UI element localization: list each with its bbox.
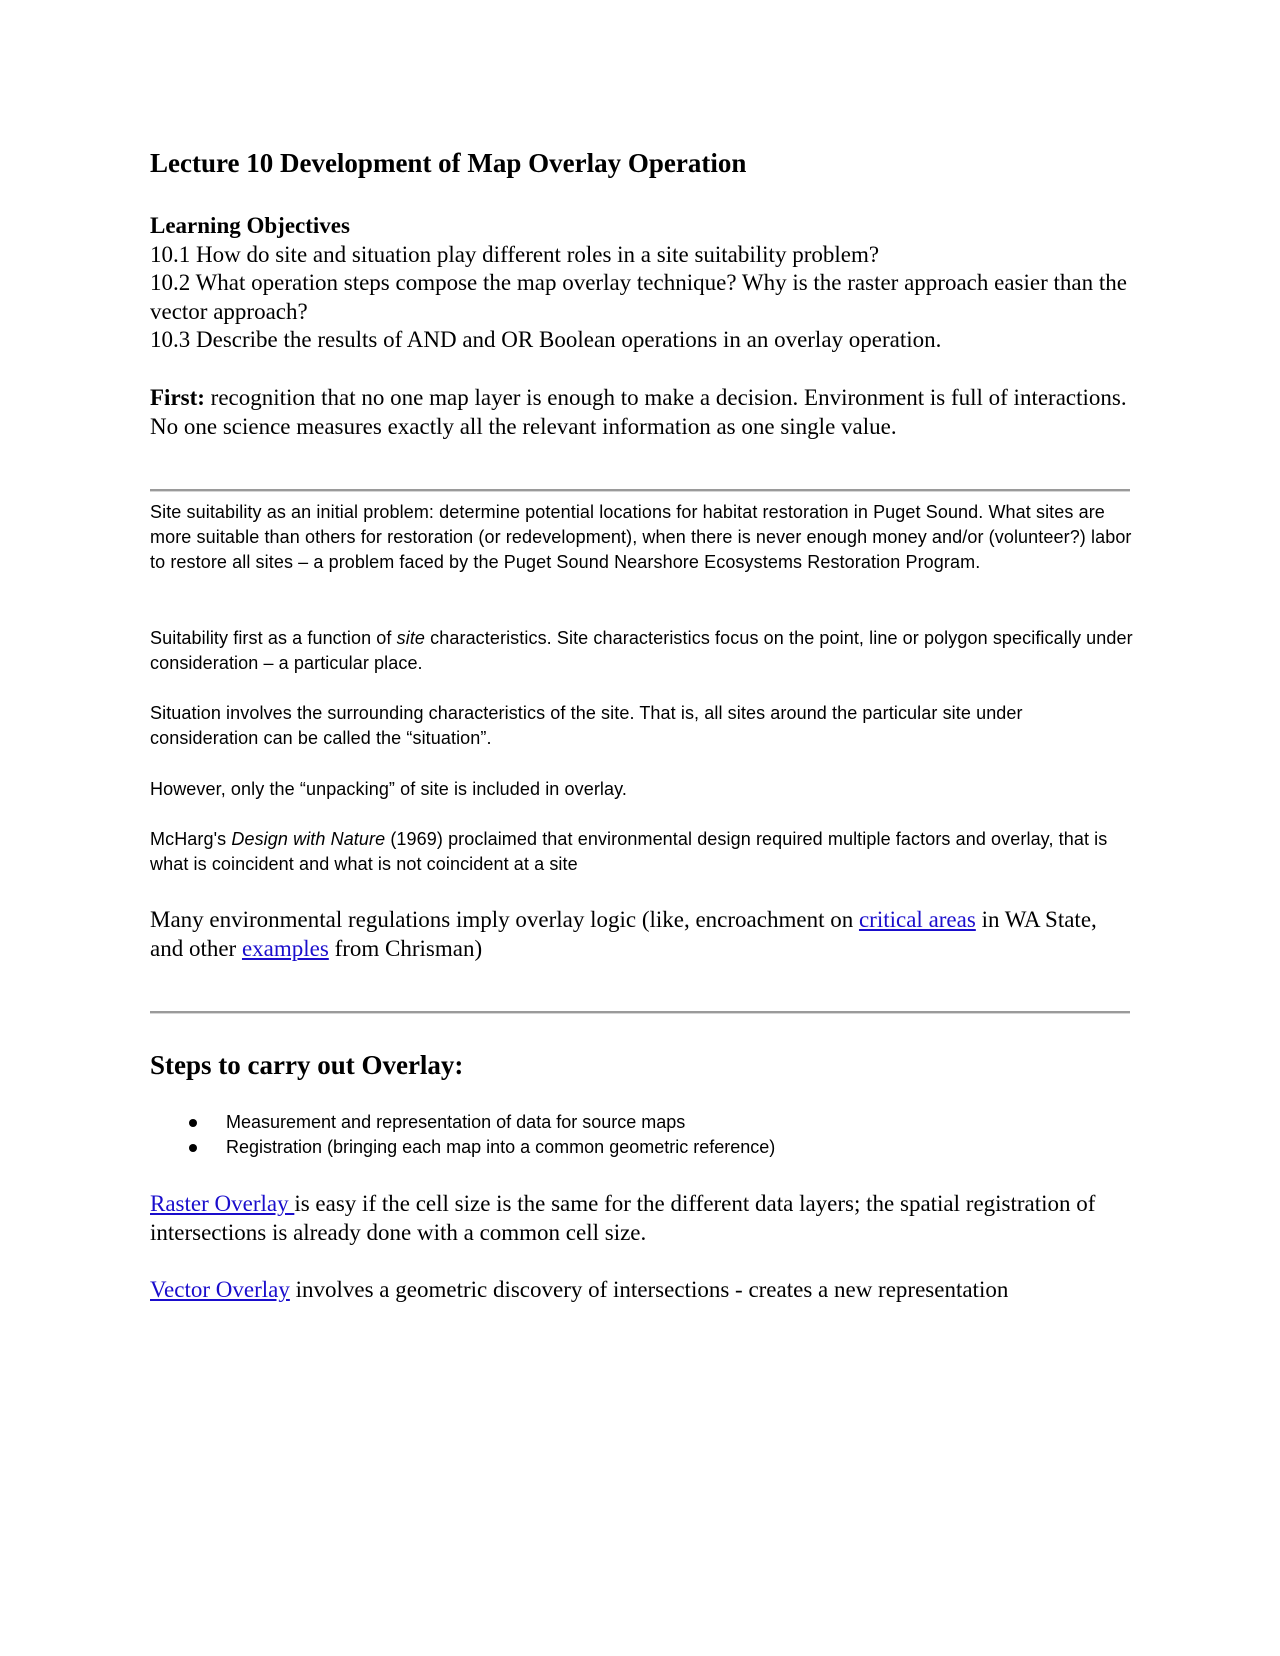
first-label: First: bbox=[150, 385, 205, 410]
objective-item: 10.3 Describe the results of AND and OR Boolean operations in an overlay operation. bbox=[150, 327, 942, 352]
objectives-heading: Learning Objectives bbox=[150, 213, 350, 238]
site-characteristics-paragraph bbox=[150, 626, 1135, 676]
list-item-text: Measurement and representation of data for source maps bbox=[226, 1112, 686, 1132]
raster-text: is easy if the cell size is the same for the different data layers; the spatial registration of intersections is already done with a common cell size. bbox=[150, 1191, 1096, 1245]
objective-item: 10.2 What operation steps compose the map overlay technique? Why is the raster approach easier than the vector approach? bbox=[150, 270, 1127, 324]
first-text: recognition that no one map layer is enough to make a decision. Environment is full of interactions. No one science measures exactly all the relevant information as one single value. bbox=[150, 385, 1127, 439]
list-item bbox=[150, 1110, 1130, 1135]
mcharg-paragraph bbox=[150, 827, 1135, 877]
steps-list bbox=[150, 1110, 1130, 1160]
regs-text-middle: in WA State, and other bbox=[150, 907, 1097, 961]
vector-overlay-paragraph bbox=[150, 1276, 1135, 1305]
regs-text-after: from Chrisman) bbox=[328, 935, 483, 961]
vector-overlay-link[interactable]: Vector Overlay bbox=[150, 1277, 290, 1302]
situation-paragraph: Situation involves the surrounding characteristics of the site. That is, all sites around the particular site under consideration can be called the “situation”. bbox=[150, 703, 1023, 748]
horizontal-divider bbox=[150, 1011, 1130, 1014]
p5-text-before: McHarg's bbox=[150, 829, 232, 849]
bullet-icon bbox=[189, 1144, 197, 1152]
p2-text-after: characteristics. Site characteristics focus on the point, line or polygon specifically under consideration – a particular place. bbox=[150, 628, 1133, 673]
unpacking-paragraph: However, only the “unpacking” of site is included in overlay. bbox=[150, 779, 628, 799]
site-suitability-paragraph: Site suitability as an initial problem: determine potential locations for habitat restoration in Puget Sound. What sites are more suitable than others for restoration (or redevelopment), when there is never enough money and/or (volunteer?) labor to restore all sites – a problem faced by the Puget Sound Nearshore Ecosystems Restoration Program. bbox=[150, 502, 1132, 572]
p2-text-before: Suitability first as a function of bbox=[150, 628, 397, 648]
raster-overlay-link[interactable]: Raster Overlay bbox=[150, 1191, 295, 1216]
page-title: Lecture 10 Development of Map Overlay Operation bbox=[150, 148, 747, 178]
regulations-paragraph bbox=[150, 906, 1135, 963]
p2-emphasis: site bbox=[396, 628, 426, 648]
horizontal-divider bbox=[150, 489, 1130, 492]
examples-link[interactable]: examples bbox=[241, 935, 329, 961]
steps-heading: Steps to carry out Overlay: bbox=[150, 1050, 464, 1080]
list-item-text: Registration (bringing each map into a common geometric reference) bbox=[226, 1137, 776, 1157]
objective-item: 10.1 How do site and situation play different roles in a site suitability problem? bbox=[150, 241, 880, 267]
learning-objectives bbox=[150, 212, 1130, 355]
p5-text-after: (1969) proclaimed that environmental design required multiple factors and overlay, that is what is coincident and what is not coincident at a site bbox=[150, 829, 1108, 874]
bullet-icon bbox=[189, 1119, 197, 1127]
list-item bbox=[150, 1135, 1130, 1160]
raster-overlay-paragraph bbox=[150, 1190, 1130, 1247]
vector-text: involves a geometric discovery of intersections - creates a new representation bbox=[289, 1277, 1009, 1302]
first-paragraph bbox=[150, 384, 1130, 441]
regs-text-before: Many environmental regulations imply overlay logic (like, encroachment on bbox=[150, 907, 859, 932]
critical-areas-link[interactable]: critical areas bbox=[858, 907, 976, 932]
p5-emphasis: Design with Nature bbox=[231, 829, 386, 849]
